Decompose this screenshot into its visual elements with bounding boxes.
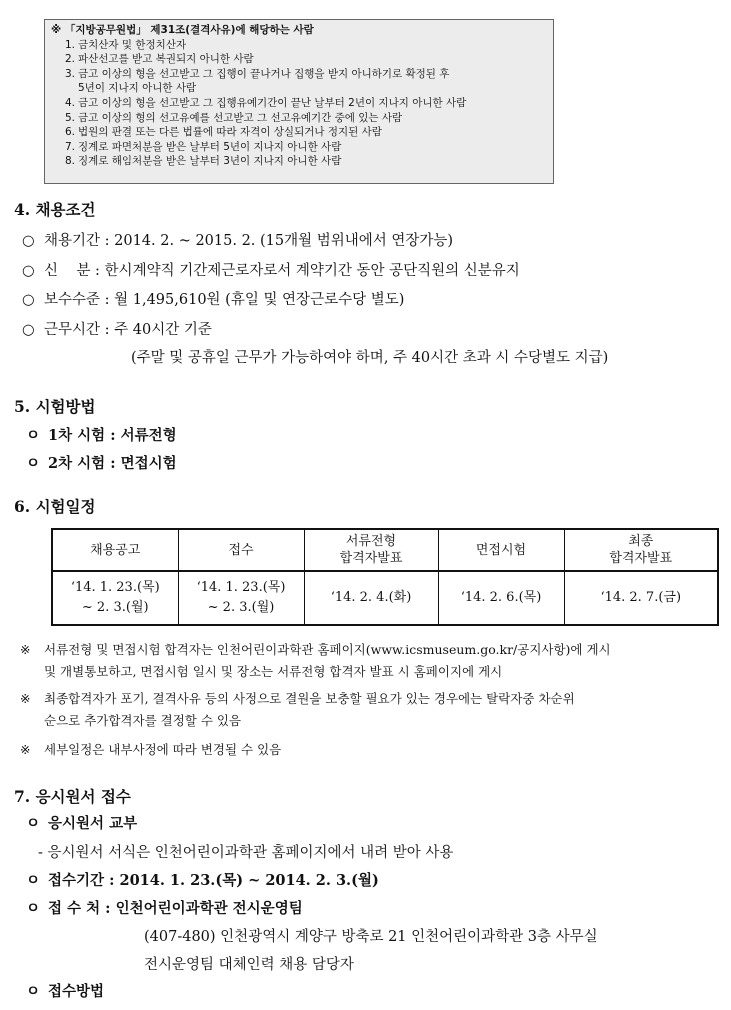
exam-stage-row: ㅇ 1차 시험 : 서류전형 xyxy=(26,424,177,445)
notice-item: 3. 금고 이상의 형을 선고받고 그 집행이 끝나거나 집행을 받지 아니하기로 확정된 후 xyxy=(65,67,450,80)
notice-title: ※ 「지방공무원법」 제31조(결격사유)에 해당하는 사람 xyxy=(51,24,314,36)
notice-item-continuation: 5년이 지나지 아니한 사람 xyxy=(78,82,197,95)
notice-item: 5. 금고 이상의 형의 선고유예를 선고받고 그 선고유예기간 중에 있는 사람 xyxy=(65,111,403,124)
office-team: 전시운영팀 대체인력 채용 담당자 xyxy=(144,957,354,973)
section-heading-employment-conditions: 4. 채용조건 xyxy=(14,200,96,219)
notice-item: 6. 법원의 판결 또는 다른 법률에 따라 자격이 상실되거나 정지된 사람 xyxy=(65,126,382,139)
table-header-cell: 최종 합격자발표 xyxy=(564,529,718,571)
table-header-cell: 면접시험 xyxy=(438,529,564,571)
notice-item: 2. 파산선고를 받고 복권되지 아니한 사람 xyxy=(65,53,254,66)
table-header-cell: 접수 xyxy=(178,529,304,571)
notice-item: 8. 징계로 해임처분을 받은 날부터 3년이 지나지 아니한 사람 xyxy=(65,155,342,168)
application-row: ㅇ 접수기간 : 2014. 1. 23.(목) ~ 2014. 2. 3.(월) xyxy=(26,869,379,890)
reference-mark-icon: ※ xyxy=(20,642,31,657)
application-row: ㅇ 응시원서 교부 xyxy=(26,812,137,833)
office-address: (407-480) 인천광역시 계양구 방축로 21 인천어린이과학관 3층 사무실 xyxy=(144,929,598,945)
table-row xyxy=(52,571,718,625)
circle-bullet-icon: ○ xyxy=(22,233,35,249)
exam-schedule-table xyxy=(51,528,719,626)
notice-item: 7. 징계로 파면처분을 받은 날부터 5년이 지나지 아니한 사람 xyxy=(65,140,342,153)
table-cell: ‘14. 2. 7.(금) xyxy=(564,571,718,625)
application-row: ㅇ 접수방법 xyxy=(26,980,104,1001)
circle-bullet-icon: ㅇ xyxy=(26,427,41,444)
disqualification-notice-box xyxy=(44,19,554,184)
schedule-note: ※ 세부일정은 내부사정에 따라 변경될 수 있음 xyxy=(20,742,282,757)
circle-bullet-icon: ○ xyxy=(22,322,35,338)
notice-item: 1. 금치산자 및 한정치산자 xyxy=(65,38,187,51)
circle-bullet-icon: ㅇ xyxy=(26,900,41,917)
application-form-note: - 응시원서 서식은 인천어린이과학관 홈페이지에서 내려 받아 사용 xyxy=(38,845,454,861)
schedule-note: ※ 서류전형 및 면접시험 합격자는 인천어린이과학관 홈페이지(www.icsmuseum.go.kr/공지사항)에 게시 xyxy=(20,642,611,657)
working-hours-note: (주말 및 공휴일 근무가 가능하여야 하며, 주 40시간 초과 시 수당별도 지급) xyxy=(131,350,609,366)
reference-mark-icon: ※ xyxy=(20,742,31,757)
circle-bullet-icon: ㅇ xyxy=(26,455,41,472)
section-heading-exam-method: 5. 시험방법 xyxy=(14,397,96,416)
condition-row: ○ 신 분 : 한시계약직 기간제근로자로서 계약기간 동안 공단직원의 신분유지 xyxy=(22,263,520,279)
section-heading-exam-schedule: 6. 시험일정 xyxy=(14,497,96,516)
schedule-note: ※ 최종합격자가 포기, 결격사유 등의 사정으로 결원을 보충할 필요가 있는 경우에는 탈락자중 차순위 xyxy=(20,691,575,706)
condition-row: ○ 보수수준 : 월 1,495,610원 (휴일 및 연장근로수당 별도) xyxy=(22,292,405,308)
circle-bullet-icon: ○ xyxy=(22,263,35,279)
notice-item: 4. 금고 이상의 형을 선고받고 그 집행유예기간이 끝난 날부터 2년이 지나지 아니한 사람 xyxy=(65,96,467,109)
table-cell: ‘14. 2. 4.(화) xyxy=(304,571,438,625)
condition-row: ○ 채용기간 : 2014. 2. ~ 2015. 2. (15개월 범위내에서 연장가능) xyxy=(22,233,454,249)
reference-mark-icon: ※ xyxy=(20,691,31,706)
application-row: ㅇ 접 수 처 : 인천어린이과학관 전시운영팀 xyxy=(26,897,303,918)
section-heading-application: 7. 응시원서 접수 xyxy=(14,787,131,806)
circle-bullet-icon: ㅇ xyxy=(26,983,41,1000)
table-header-cell: 채용공고 xyxy=(52,529,178,571)
circle-bullet-icon: ㅇ xyxy=(26,815,41,832)
circle-bullet-icon: ○ xyxy=(22,292,35,308)
circle-bullet-icon: ㅇ xyxy=(26,872,41,889)
table-cell: ‘14. 2. 6.(목) xyxy=(438,571,564,625)
schedule-note-continuation: 순으로 추가합격자를 결정할 수 있음 xyxy=(44,713,242,728)
schedule-note-continuation: 및 개별통보하고, 면접시험 일시 및 장소는 서류전형 합격자 발표 시 홈페이지에 게시 xyxy=(44,664,503,679)
table-cell: ‘14. 1. 23.(목) ~ 2. 3.(월) xyxy=(52,571,178,625)
exam-stage-row: ㅇ 2차 시험 : 면접시험 xyxy=(26,452,177,473)
condition-row: ○ 근무시간 : 주 40시간 기준 xyxy=(22,322,212,338)
table-cell: ‘14. 1. 23.(목) ~ 2. 3.(월) xyxy=(178,571,304,625)
table-header-row xyxy=(52,529,718,571)
table-header-cell: 서류전형 합격자발표 xyxy=(304,529,438,571)
